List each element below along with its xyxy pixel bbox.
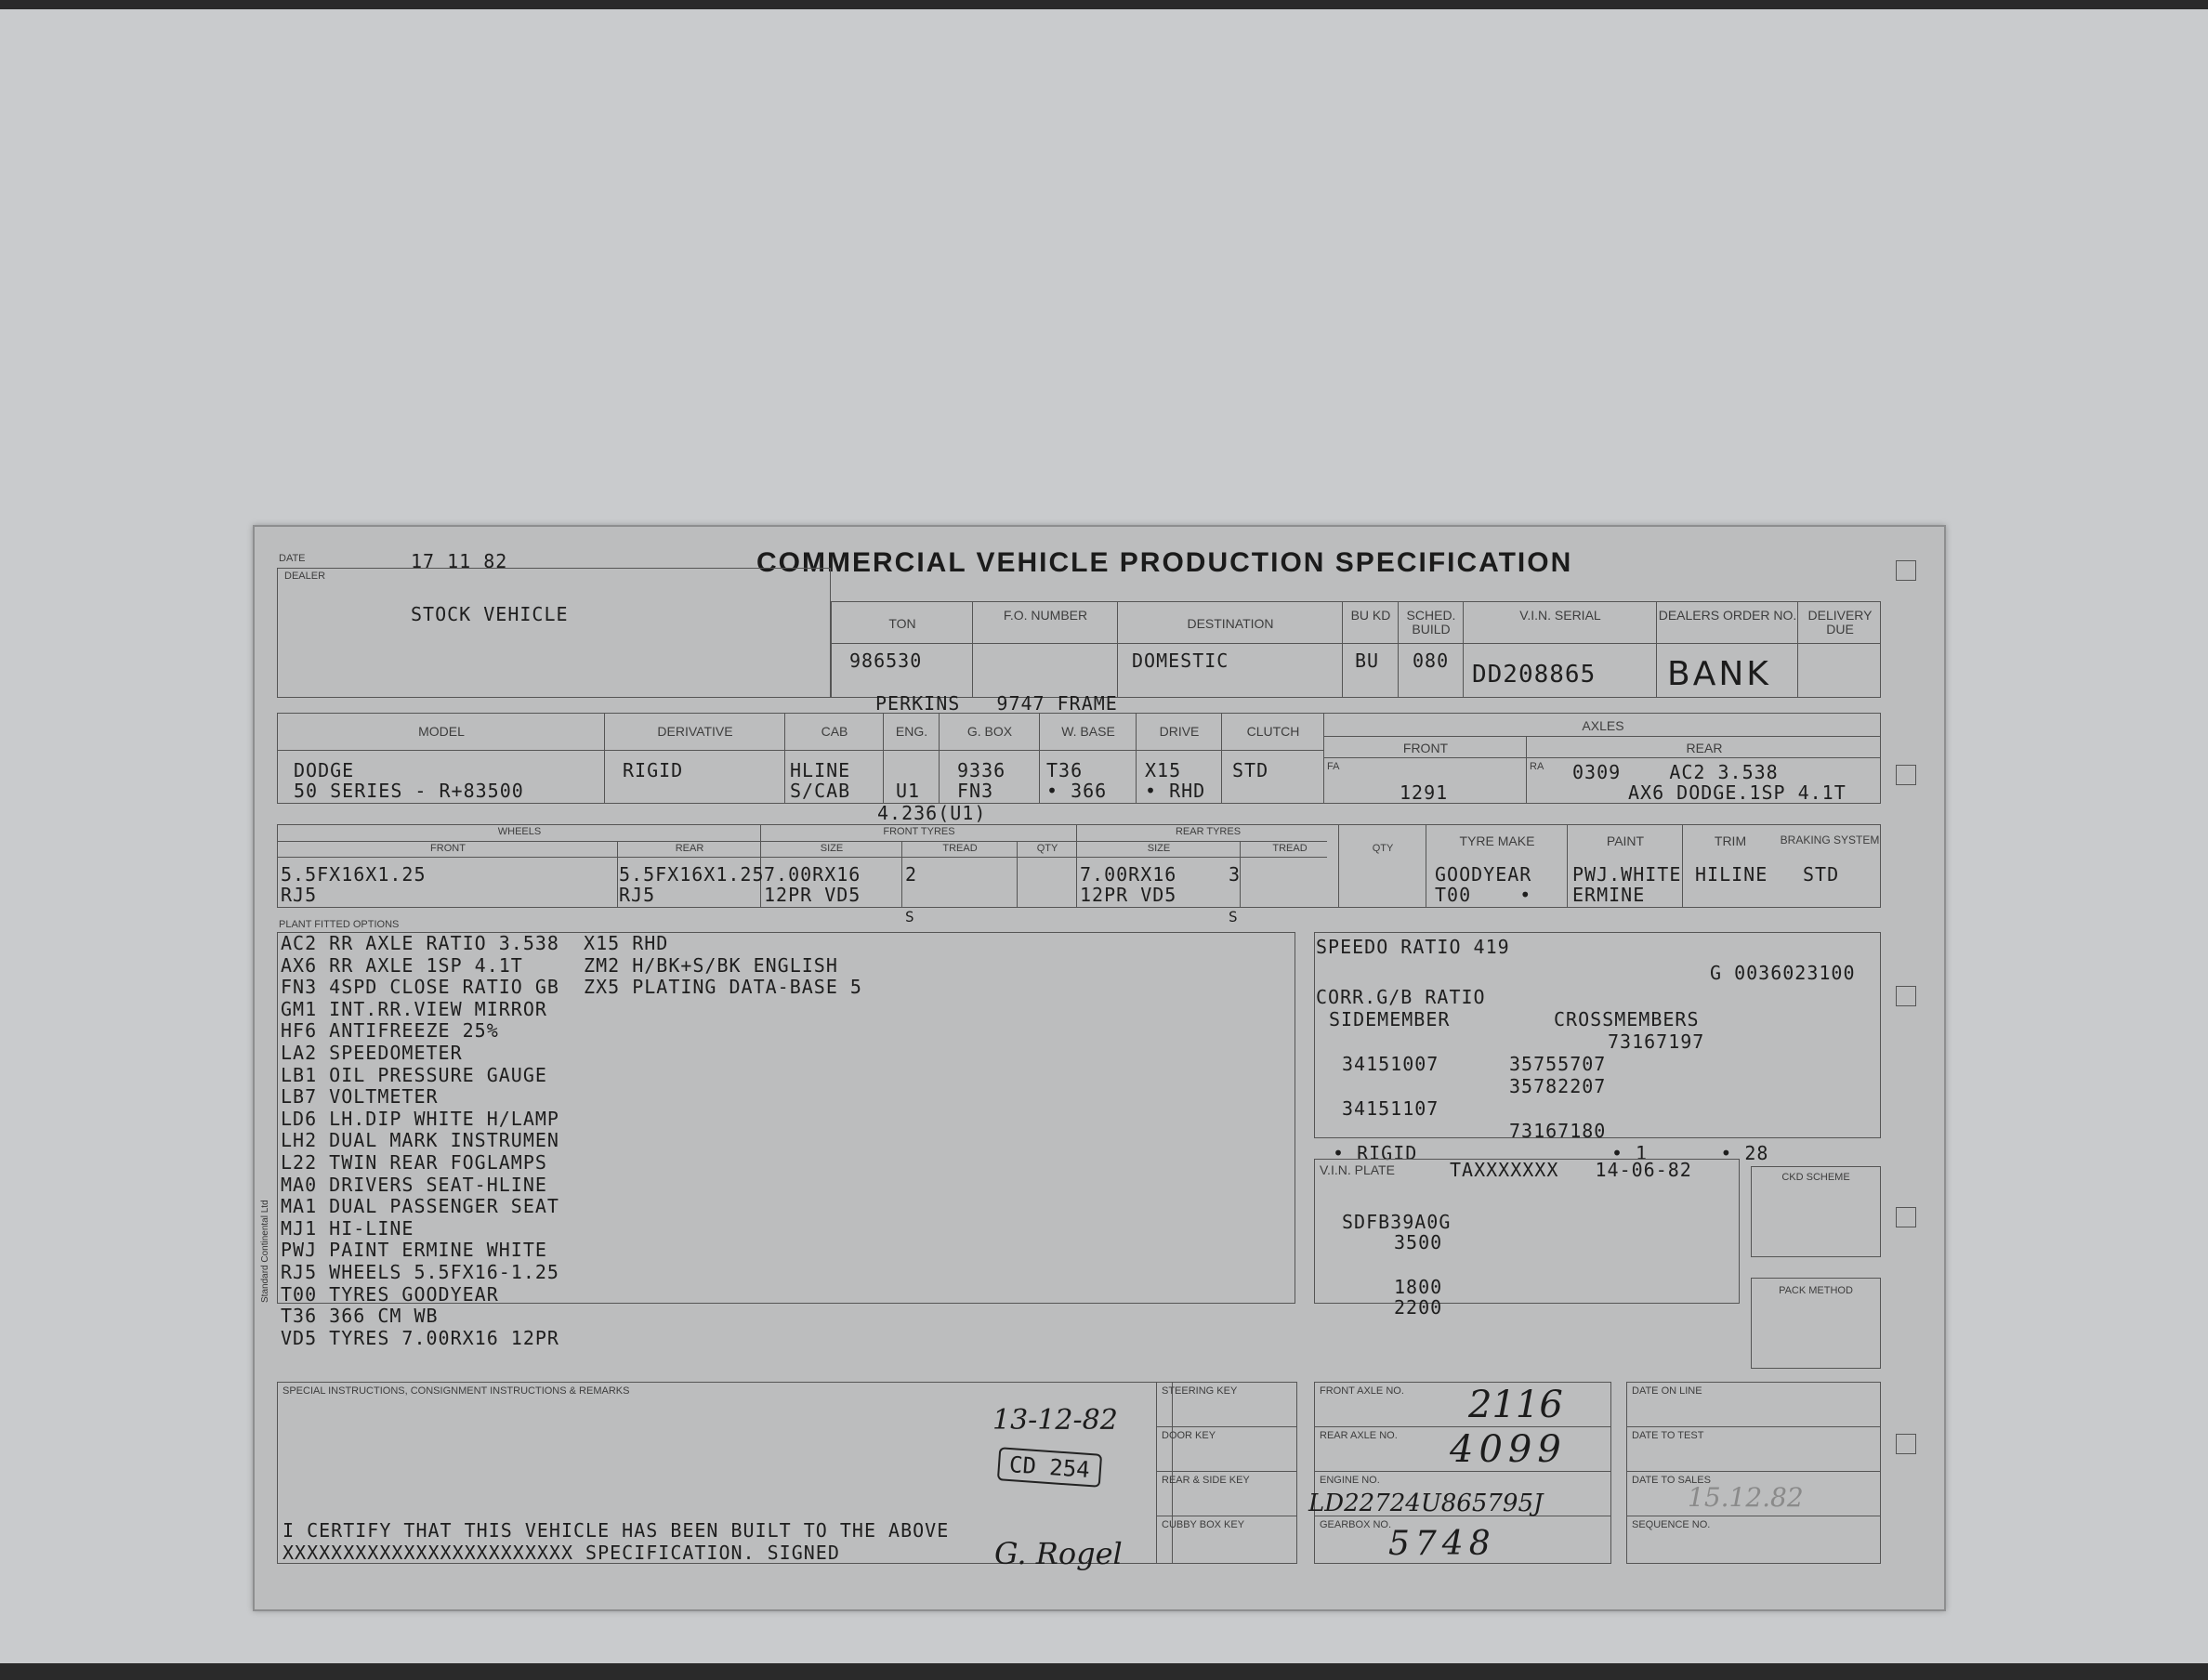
rt-qty-label: QTY [1372,843,1394,854]
tyre-make-label: TYRE MAKE [1459,833,1535,848]
destination-value: DOMESTIC [1132,650,1229,672]
front-axle-value: 1291 [1400,781,1449,804]
date-on-line-label: DATE ON LINE [1632,1385,1702,1397]
clutch-value: STD [1232,759,1269,781]
form-title: COMMERCIAL VEHICLE PRODUCTION SPECIFICATION [756,547,1573,578]
ft-tread-label: TREAD [942,843,978,854]
sched-build-label: SCHED. BUILD [1406,608,1456,637]
cd-stamp: CD 254 [997,1447,1102,1488]
specification-card [253,525,1946,1611]
rigid-line: • RIGID • 1 • 28 [1333,1142,1769,1164]
date-to-sales-label: DATE TO SALES [1632,1475,1711,1486]
fo-number-label: F.O. NUMBER [1003,608,1088,623]
dealers-order-value: BANK [1667,655,1771,693]
wheels-rear-label: REAR [675,843,704,854]
speedo-ratio: SPEEDO RATIO 419 [1316,936,1510,958]
wheel-front-2: RJ5 [281,884,318,906]
wbase-value-2: • 366 [1046,780,1108,802]
sequence-no-label: SEQUENCE NO. [1632,1519,1711,1530]
option-item: MJ1 HI-LINE [281,1216,414,1240]
destination-label: DESTINATION [1187,616,1274,631]
delivery-due-label: DELIVERY DUE [1807,608,1873,637]
dealers-order-label: DEALERS ORDER NO. [1658,608,1797,623]
option-item: MA0 DRIVERS SEAT-HLINE [281,1173,547,1196]
crossmember-1: 73167197 [1608,1030,1705,1053]
margin-checkbox [1896,1207,1916,1227]
rt-qty-value: 3 [1229,863,1242,886]
sched-build-value: 080 [1413,650,1450,672]
wbase-label: W. BASE [1061,724,1115,739]
wheel-front-1: 5.5FX16X1.25 [281,863,427,886]
rear-axle-value-1: 0309 AC2 3.538 [1572,761,1779,783]
derivative-label: DERIVATIVE [657,724,733,739]
tyre-make-2: T00 • [1435,884,1532,906]
rear-axle-no-label: REAR AXLE NO. [1320,1430,1398,1441]
front-axle-label: FRONT [1402,741,1449,755]
engine-no: LD22724U865795J [1308,1490,1544,1517]
option-item: RJ5 WHEELS 5.5FX16-1.25 [281,1260,559,1283]
dealer-value: STOCK VEHICLE [411,603,569,625]
ckd-scheme-label: CKD SCHEME [1781,1172,1850,1183]
crossmember-3: 35782207 [1509,1075,1607,1097]
option-item: LB1 OIL PRESSURE GAUGE [281,1063,547,1086]
option-item: T00 TYRES GOODYEAR [281,1282,499,1306]
speedo-code: G 0036023100 [1710,962,1856,984]
ft-qty-value: 2 [905,863,918,886]
crossmember-4: 73167180 [1509,1120,1607,1142]
vin-value-2: 1800 [1394,1276,1443,1298]
door-key-label: DOOR KEY [1162,1430,1216,1441]
braking-label: BRAKING SYSTEM [1780,833,1880,847]
bu-kd-value: BU [1355,650,1380,672]
crossmember-2: 35755707 [1509,1053,1607,1075]
rt-size-2: 12PR VD5 [1080,884,1177,906]
option-item: AC2 RR AXLE RATIO 3.538 X15 RHD [281,932,669,954]
eng-value: U1 [896,780,921,802]
clutch-label: CLUTCH [1246,724,1300,739]
cab-value-1: HLINE [790,759,851,781]
wheel-rear-1: 5.5FX16X1.25 [619,863,765,886]
certify-line-1: I CERTIFY THAT THIS VEHICLE HAS BEEN BUILT TO THE ABOVE [283,1519,950,1542]
braking-value: STD [1803,863,1840,886]
option-item: T36 366 CM WB [281,1305,439,1328]
pack-method-label: PACK METHOD [1779,1285,1853,1296]
bu-kd-label: BU KD [1350,608,1391,623]
front-axle-no-label: FRONT AXLE NO. [1320,1385,1404,1397]
eng-value-2: 4.236(U1) [877,802,987,824]
paint-1: PWJ.WHITE [1572,863,1682,886]
options-label: PLANT FITTED OPTIONS [279,919,400,930]
keys-box [1156,1382,1297,1564]
option-item: VD5 TYRES 7.00RX16 12PR [281,1326,559,1349]
date-label: DATE [279,553,306,564]
option-item: L22 TWIN REAR FOGLAMPS [281,1150,547,1174]
option-item: LB7 VOLTMETER [281,1085,439,1109]
steering-key-label: STEERING KEY [1162,1385,1238,1397]
option-item: HF6 ANTIFREEZE 25% [281,1019,499,1043]
vin-code: SDFB39A0G [1342,1211,1452,1233]
cab-value-2: S/CAB [790,780,851,802]
rt-size-1: 7.00RX16 [1080,863,1177,886]
rear-axle-label: REAR [1686,741,1723,755]
paint-label: PAINT [1606,833,1645,848]
margin-checkbox [1896,765,1916,785]
drive-value-1: X15 [1145,759,1182,781]
option-item: PWJ PAINT ERMINE WHITE [281,1239,547,1262]
rear-tyres-label: REAR TYRES [1175,826,1242,837]
margin-printer-text: Standard Continental Ltd [260,1200,270,1303]
ft-size-2: 12PR VD5 [764,884,861,906]
model-value-1: DODGE [294,759,355,781]
sidemember-2: 34151107 [1342,1097,1439,1120]
engine-no-label: ENGINE NO. [1320,1475,1380,1486]
wheel-rear-2: RJ5 [619,884,656,906]
rear-side-key-label: REAR & SIDE KEY [1162,1475,1250,1486]
rear-axle-no: 4099 [1450,1428,1567,1471]
gearbox-no: 5748 [1388,1525,1496,1563]
gearbox-no-label: GEARBOX NO. [1320,1519,1392,1530]
sidemember-label: SIDEMEMBER [1329,1008,1451,1030]
vin-serial-label: V.I.N. SERIAL [1519,608,1601,623]
option-item: GM1 INT.RR.VIEW MIRROR [281,997,547,1020]
corr-gb-ratio: CORR.G/B RATIO [1316,986,1486,1008]
ra-label: RA [1530,761,1544,772]
rt-qty-sub: S [1229,908,1239,925]
ton-label: TON [888,616,916,631]
wbase-value-1: T36 [1046,759,1084,781]
margin-checkbox [1896,560,1916,581]
trim-label: TRIM [1714,833,1747,848]
signature: G. Rogel [994,1536,1123,1571]
front-axle-no: 2116 [1468,1384,1563,1426]
model-value-2: 50 SERIES - R+83500 [294,780,524,802]
tyre-make-1: GOODYEAR [1435,863,1532,886]
drive-value-2: • RHD [1145,780,1206,802]
margin-checkbox [1896,986,1916,1006]
rt-tread-label: TREAD [1272,843,1308,854]
certify-line-2: XXXXXXXXXXXXXXXXXXXXXXXX SPECIFICATION. SIGNED [283,1542,840,1564]
perkins-line: PERKINS 9747 FRAME [875,692,1118,715]
gbox-value-1: 9336 [957,759,1006,781]
option-item: FN3 4SPD CLOSE RATIO GB ZX5 PLATING DATA-BASE 5 [281,976,862,999]
option-item: LA2 SPEEDOMETER [281,1041,463,1064]
vin-plate-label: V.I.N. PLATE [1320,1162,1395,1177]
option-item: LH2 DUAL MARK INSTRUMEN [281,1129,559,1152]
special-instructions-label: SPECIAL INSTRUCTIONS, CONSIGNMENT INSTRUCTIONS & REMARKS [283,1385,630,1397]
cubby-box-key-label: CUBBY BOX KEY [1162,1519,1245,1530]
derivative-value: RIGID [623,759,684,781]
vin-value-1: 3500 [1394,1231,1443,1253]
option-item: LD6 LH.DIP WHITE H/LAMP [281,1107,559,1130]
vin-plate-value: TAXXXXXXX 14-06-82 [1450,1159,1692,1181]
ft-qty-sub: S [905,908,915,925]
axles-label: AXLES [1582,718,1624,733]
dealer-label: DEALER [284,571,326,582]
rear-axle-value-2: AX6 DODGE.1SP 4.1T [1628,781,1847,804]
paint-2: ERMINE [1572,884,1646,906]
vin-serial-value: DD208865 [1472,661,1597,689]
trim-value: HILINE [1695,863,1768,886]
options-list [281,933,862,1349]
dealer-box [277,568,831,698]
rt-size-label: SIZE [1147,843,1171,854]
handwritten-date: 13-12-82 [992,1404,1118,1437]
gbox-value-2: FN3 [957,780,994,802]
wheels-front-label: FRONT [430,843,466,854]
date-value: 17 11 82 [411,550,508,572]
ft-size-label: SIZE [820,843,844,854]
ton-value: 986530 [849,650,923,672]
gbox-label: G. BOX [966,724,1013,739]
drive-label: DRIVE [1159,724,1200,739]
wheels-label: WHEELS [497,826,542,837]
front-tyres-label: FRONT TYRES [883,826,955,837]
margin-checkbox [1896,1434,1916,1454]
crossmembers-label: CROSSMEMBERS [1554,1008,1700,1030]
vin-value-3: 2200 [1394,1296,1443,1319]
ft-qty-label: QTY [1036,843,1058,854]
bottom-scan-border [0,1663,2208,1680]
ft-size-1: 7.00RX16 [764,863,861,886]
dates-box [1626,1382,1881,1564]
option-item: MA1 DUAL PASSENGER SEAT [281,1195,559,1218]
fa-label: FA [1327,761,1340,772]
sidemember-1: 34151007 [1342,1053,1439,1075]
top-scan-border [0,0,2208,9]
cab-label: CAB [821,724,848,739]
eng-label: ENG. [895,724,928,739]
date-to-test-label: DATE TO TEST [1632,1430,1704,1441]
model-label: MODEL [418,724,465,739]
option-item: AX6 RR AXLE 1SP 4.1T ZM2 H/BK+S/BK ENGLISH [281,953,838,977]
date-to-sales-value: 15.12.82 [1688,1482,1804,1513]
